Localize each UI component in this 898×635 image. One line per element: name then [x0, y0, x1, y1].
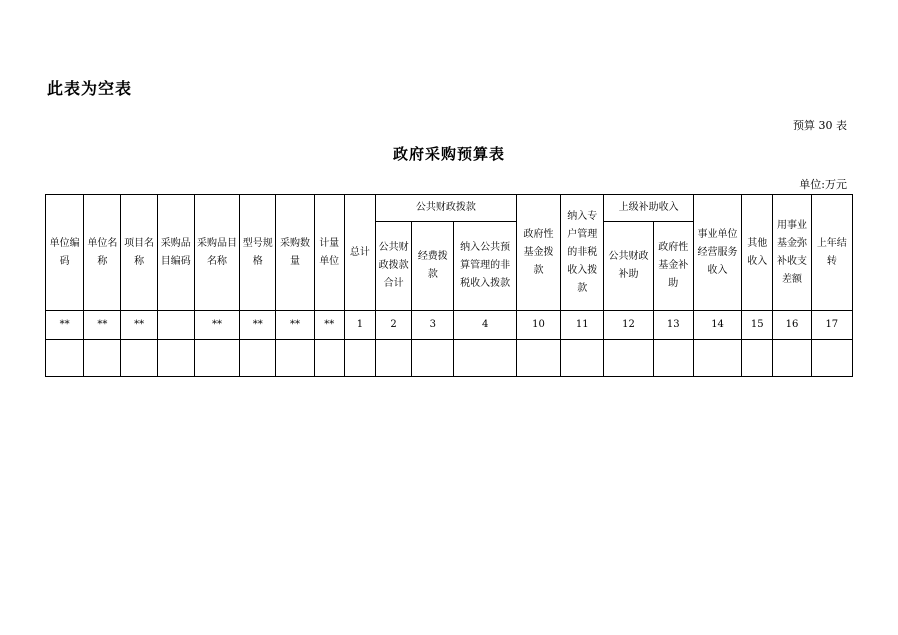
empty-cell — [157, 340, 194, 377]
header-gov-fund-subsidy: 政府性基金补助 — [653, 222, 693, 311]
header-unit-code: 单位编码 — [46, 195, 84, 311]
header-carryover: 上年结转 — [811, 195, 852, 311]
header-gov-fund: 政府性基金拨款 — [516, 195, 560, 311]
empty-cell — [693, 340, 741, 377]
header-public-finance-group: 公共财政拨款 — [375, 195, 516, 222]
code-cell: 14 — [693, 311, 741, 340]
empty-cell — [773, 340, 811, 377]
header-unit-name: 单位名称 — [84, 195, 121, 311]
table-number: 预算 30 表 — [793, 119, 847, 132]
code-cell: 17 — [811, 311, 852, 340]
empty-cell — [46, 340, 84, 377]
empty-cell — [314, 340, 344, 377]
code-cell: 4 — [454, 311, 516, 340]
code-cell: 15 — [742, 311, 773, 340]
page-title: 政府采购预算表 — [392, 145, 505, 163]
code-cell — [157, 311, 194, 340]
header-non-tax: 纳入公共预算管理的非税收入拨款 — [454, 222, 516, 311]
empty-cell — [375, 340, 411, 377]
header-measure-unit: 计量单位 — [314, 195, 344, 311]
code-cell: ** — [121, 311, 157, 340]
empty-cell — [121, 340, 157, 377]
code-cell: ** — [194, 311, 239, 340]
empty-cell — [344, 340, 375, 377]
empty-table-note: 此表为空表 — [47, 79, 133, 98]
header-model: 型号规格 — [240, 195, 276, 311]
code-cell: 3 — [412, 311, 454, 340]
unit-label: 单位:万元 — [799, 178, 847, 191]
code-cell: 16 — [773, 311, 811, 340]
header-item-code: 采购品目编码 — [157, 195, 194, 311]
header-reserve-fund: 用事业基金弥补收支差额 — [773, 195, 811, 311]
empty-cell — [561, 340, 604, 377]
header-other-income: 其他收入 — [742, 195, 773, 311]
header-upper-subsidy-group: 上级补助收入 — [604, 195, 694, 222]
code-cell: 10 — [516, 311, 560, 340]
budget-table — [45, 194, 853, 377]
header-special-non-tax: 纳入专户管理的非税收入拨款 — [561, 195, 604, 311]
code-cell: 13 — [653, 311, 693, 340]
header-total: 总计 — [344, 195, 375, 311]
code-cell: 11 — [561, 311, 604, 340]
empty-cell — [84, 340, 121, 377]
empty-cell — [604, 340, 653, 377]
code-cell: ** — [46, 311, 84, 340]
empty-cell — [454, 340, 516, 377]
header-business-income: 事业单位经营服务收入 — [693, 195, 741, 311]
header-public-finance-subsidy: 公共财政补助 — [604, 222, 653, 311]
code-cell: 2 — [375, 311, 411, 340]
code-cell: ** — [314, 311, 344, 340]
code-cell: 12 — [604, 311, 653, 340]
header-project-name: 项目名称 — [121, 195, 157, 311]
code-cell: ** — [240, 311, 276, 340]
empty-cell — [742, 340, 773, 377]
header-fee-funds: 经费拨款 — [412, 222, 454, 311]
empty-cell — [194, 340, 239, 377]
header-item-name: 采购品目名称 — [194, 195, 239, 311]
empty-cell — [811, 340, 852, 377]
code-row — [46, 311, 853, 340]
code-cell: 1 — [344, 311, 375, 340]
header-quantity: 采购数量 — [276, 195, 314, 311]
code-cell: ** — [84, 311, 121, 340]
empty-cell — [240, 340, 276, 377]
empty-data-row — [46, 340, 853, 377]
empty-cell — [412, 340, 454, 377]
code-cell: ** — [276, 311, 314, 340]
header-public-finance-total: 公共财政拨款合计 — [375, 222, 411, 311]
empty-cell — [516, 340, 560, 377]
empty-cell — [653, 340, 693, 377]
empty-cell — [276, 340, 314, 377]
